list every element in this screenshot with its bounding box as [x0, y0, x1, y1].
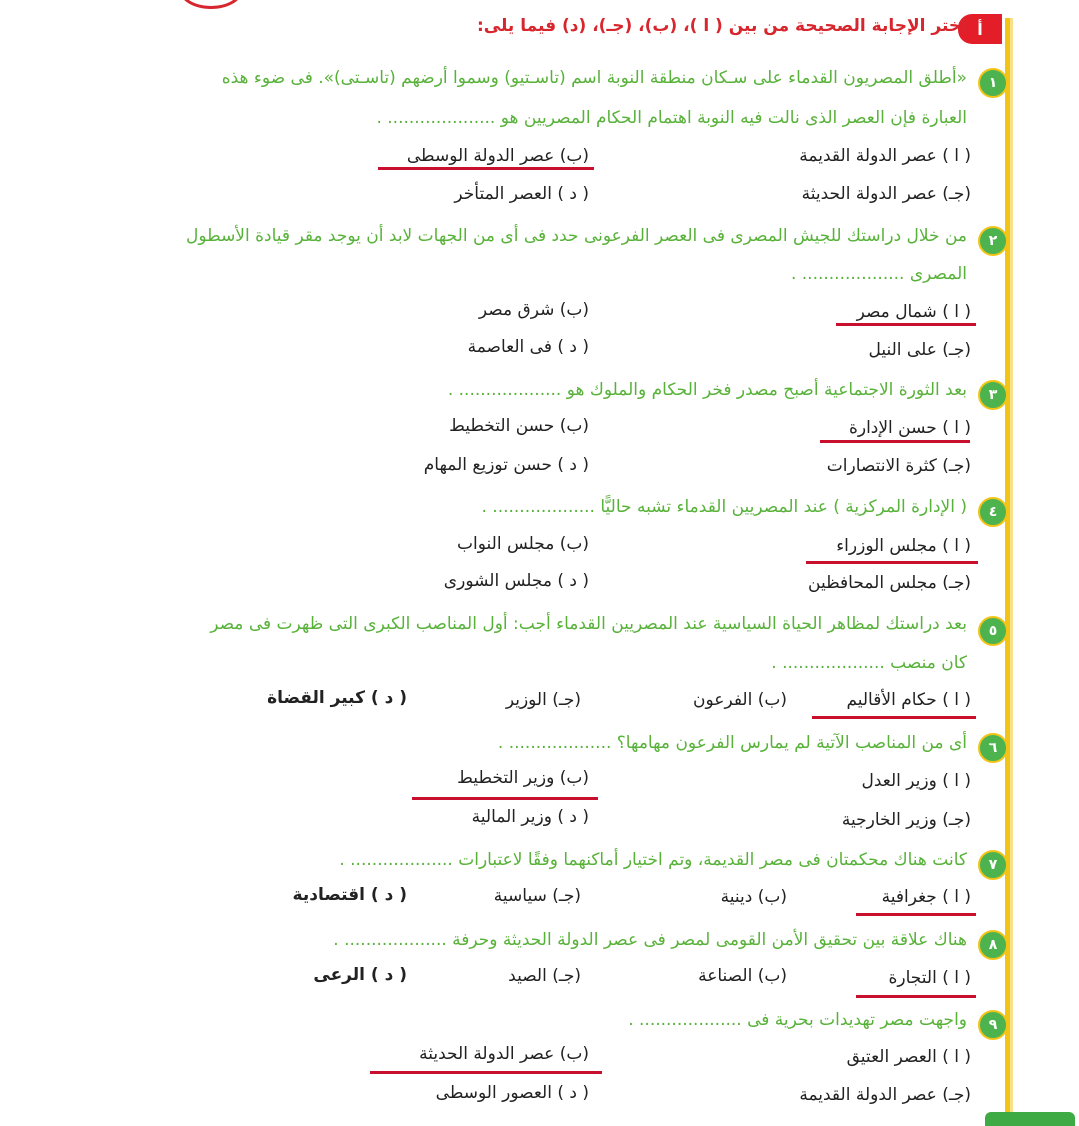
option-c[interactable]: (جـ) سياسية — [493, 886, 581, 906]
question-number: ٣ — [978, 380, 1008, 410]
option-d[interactable]: ( د ) فى العاصمة — [467, 337, 589, 357]
option-c[interactable]: (جـ) على النيل — [868, 340, 971, 360]
question-number: ٦ — [978, 733, 1008, 763]
question-text-line: أى من المناصب الآتية لم يمارس الفرعون مهامها؟ ................... . — [497, 733, 967, 753]
option-c[interactable]: (جـ) الصيد — [508, 966, 581, 986]
correct-answer-underline — [806, 561, 978, 564]
question-text-line: واجهت مصر تهديدات بحرية فى ................... . — [628, 1010, 967, 1030]
question-text-line: هناك علاقة بين تحقيق الأمن القومى لمصر فى عصر الدولة الحديثة وحرفة ................... . — [333, 930, 967, 950]
option-a[interactable]: ( ا ) عصر الدولة القديمة — [799, 146, 971, 166]
option-c[interactable]: (جـ) عصر الدولة الحديثة — [801, 184, 971, 204]
option-c[interactable]: (جـ) الوزير — [505, 690, 581, 710]
header-logo-arc — [178, 0, 244, 9]
question-number: ٧ — [978, 850, 1008, 880]
option-c[interactable]: (جـ) مجلس المحافظين — [808, 573, 971, 593]
question-text-line: العبارة فإن العصر الذى نالت فيه النوبة اهتمام الحكام المصريين هو .................... . — [376, 108, 967, 128]
option-b-correct[interactable]: (ب) عصر الدولة الحديثة — [419, 1044, 589, 1064]
option-b[interactable]: (ب) حسن التخطيط — [449, 416, 589, 436]
question-number: ٢ — [978, 226, 1008, 256]
page-spine-shadow — [1010, 18, 1013, 1118]
correct-answer-underline — [820, 440, 970, 443]
option-d[interactable]: ( د ) العصور الوسطى — [435, 1083, 589, 1103]
correct-answer-underline — [856, 913, 976, 916]
correct-answer-underline — [370, 1071, 602, 1074]
question-number: ٩ — [978, 1010, 1008, 1040]
option-a[interactable]: ( ا ) وزير العدل — [861, 771, 971, 791]
bottom-tab — [985, 1112, 1075, 1126]
option-a-correct[interactable]: ( ا ) حسن الإدارة — [848, 418, 971, 438]
option-d[interactable]: ( د ) حسن توزيع المهام — [423, 455, 589, 475]
option-b[interactable]: (ب) مجلس النواب — [457, 534, 589, 554]
option-a-correct[interactable]: ( ا ) جغرافية — [881, 887, 971, 907]
option-d[interactable]: ( د ) الرعى — [313, 965, 407, 985]
question-number: ٥ — [978, 616, 1008, 646]
question-text-line: المصرى ................... . — [790, 264, 967, 284]
correct-answer-underline — [812, 716, 976, 719]
option-d[interactable]: ( د ) كبير القضاة — [267, 688, 407, 708]
question-number: ٤ — [978, 497, 1008, 527]
option-a-correct[interactable]: ( ا ) حكام الأقاليم — [846, 690, 971, 710]
correct-answer-underline — [836, 323, 976, 326]
question-text-line: «أطلق المصريون القدماء على سـكان منطقة النوبة اسم (تاسـتيو) وسموا أرضهم (تاسـتى)». فى ضوء هذه — [221, 68, 967, 88]
option-b-correct[interactable]: (ب) عصر الدولة الوسطى — [406, 146, 589, 166]
option-b[interactable]: (ب) الصناعة — [698, 966, 787, 986]
question-text-line: بعد دراستك لمظاهر الحياة السياسية عند المصريين القدماء أجب: أول المناصب الكبرى التى ظهرت فى مصر — [210, 614, 967, 634]
option-c[interactable]: (جـ) عصر الدولة القديمة — [799, 1085, 971, 1105]
question-text-line: كان منصب ................... . — [771, 653, 967, 673]
question-text-line: ( الإدارة المركزية ) عند المصريين القدماء تشبه حاليًّا ................... . — [481, 497, 967, 517]
question-number: ٨ — [978, 930, 1008, 960]
correct-answer-underline — [856, 995, 976, 998]
option-d[interactable]: ( د ) وزير المالية — [471, 807, 589, 827]
option-c[interactable]: (جـ) كثرة الانتصارات — [826, 456, 971, 476]
option-d[interactable]: ( د ) مجلس الشورى — [443, 571, 589, 591]
section-instruction: اختر الإجابة الصحيحة من بين ( ا )، (ب)، (جـ)، (د) فيما يلى: — [477, 16, 967, 36]
correct-answer-underline — [378, 167, 594, 170]
question-number: ١ — [978, 68, 1008, 98]
option-b[interactable]: (ب) دينية — [720, 887, 787, 907]
question-text-line: بعد الثورة الاجتماعية أصبح مصدر فخر الحكام والملوك هو ................... . — [447, 380, 967, 400]
option-d[interactable]: ( د ) اقتصادية — [292, 885, 407, 905]
option-d[interactable]: ( د ) العصر المتأخر — [454, 184, 589, 204]
option-a-correct[interactable]: ( ا ) مجلس الوزراء — [836, 536, 971, 556]
option-b[interactable]: (ب) شرق مصر — [478, 300, 589, 320]
option-a[interactable]: ( ا ) العصر العتيق — [846, 1047, 971, 1067]
option-c[interactable]: (جـ) وزير الخارجية — [841, 810, 971, 830]
option-a-correct[interactable]: ( ا ) شمال مصر — [856, 302, 971, 322]
option-a-correct[interactable]: ( ا ) التجارة — [888, 968, 971, 988]
option-b[interactable]: (ب) الفرعون — [693, 690, 787, 710]
question-text-line: من خلال دراستك للجيش المصرى فى العصر الفرعونى حدد فى أى من الجهات لابد أن يوجد مقر قيادة الأسطول — [185, 226, 967, 246]
option-b-correct[interactable]: (ب) وزير التخطيط — [457, 768, 589, 788]
section-badge: أ — [958, 14, 1002, 44]
correct-answer-underline — [412, 797, 598, 800]
question-text-line: كانت هناك محكمتان فى مصر القديمة، وتم اختيار أماكنهما وفقًا لاعتبارات ................... . — [339, 850, 967, 870]
